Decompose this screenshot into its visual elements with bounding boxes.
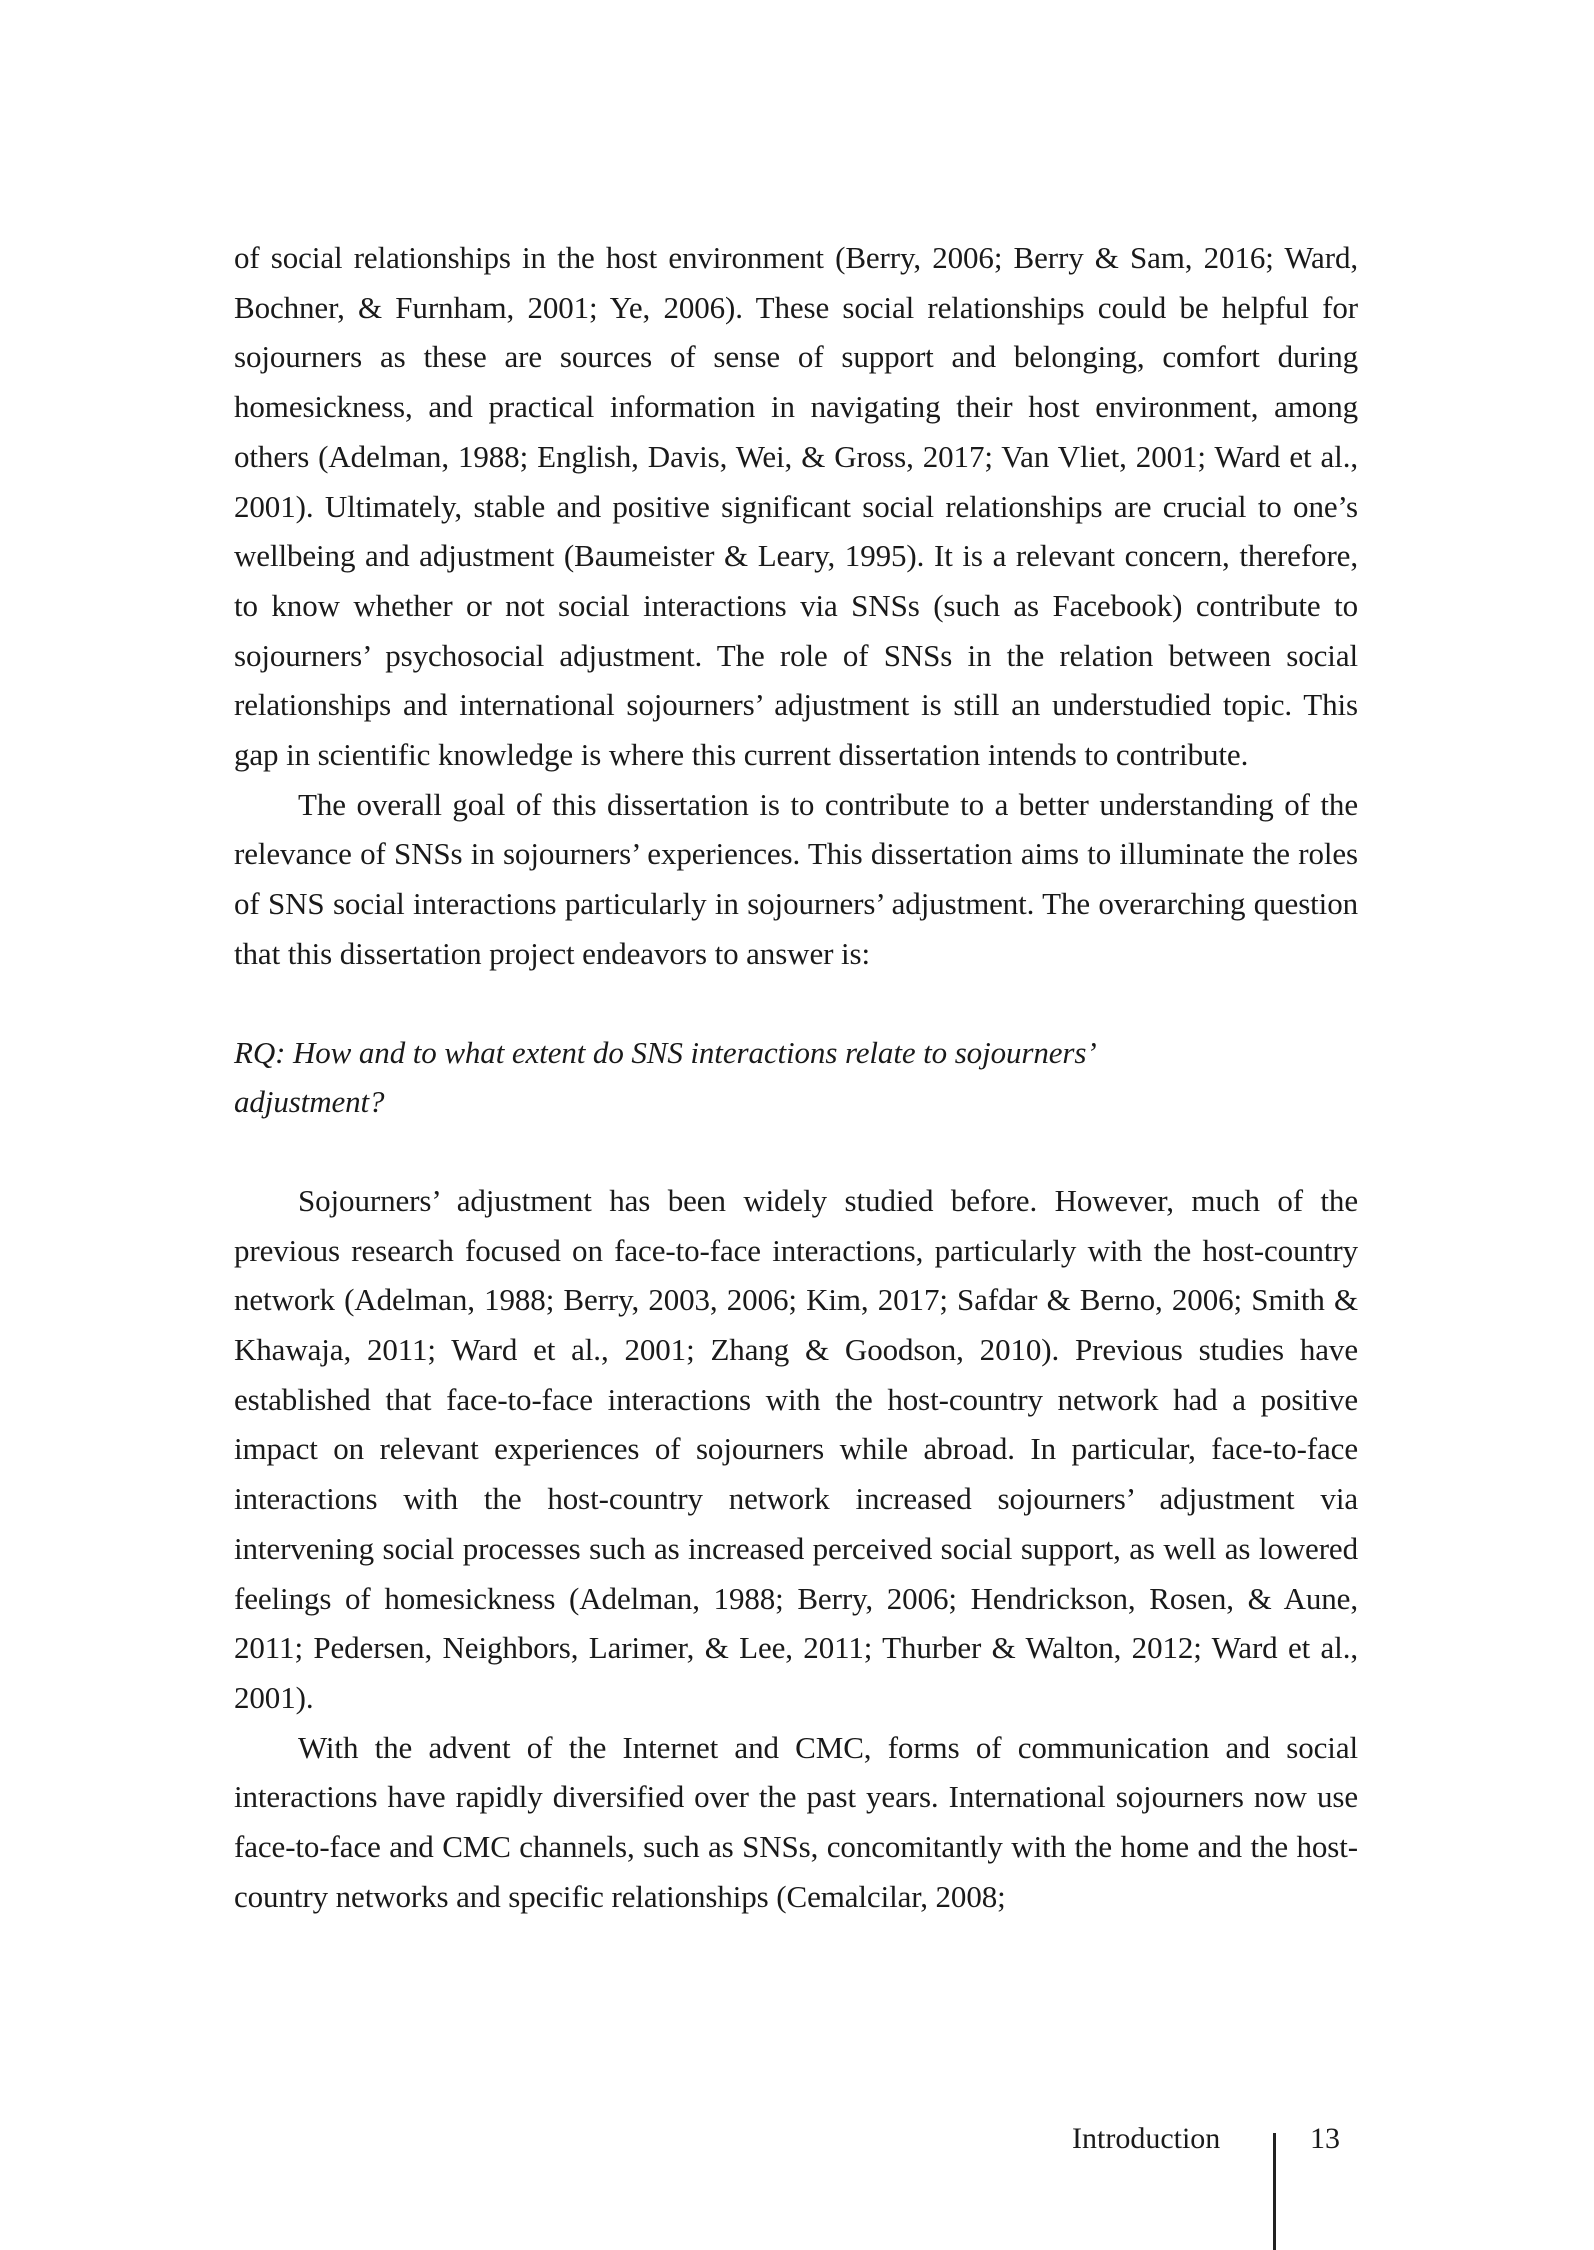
research-question: RQ: How and to what extent do SNS interactions relate to sojourners’ adjustment?: [234, 1034, 1094, 1120]
paragraph-4: With the advent of the Internet and CMC, forms of communication and social interactions have rapidly diversified over the past years. International sojourners now use face-to-face and CMC channels, such as SNSs, concomitantly with the home and the host-country networks and specific relationships (Cemalcilar, 2008;: [234, 1729, 1358, 1914]
page-number: 13: [1310, 2122, 1340, 2155]
paragraph-2: The overall goal of this dissertation is to contribute to a better understanding of the relevance of SNSs in sojourners’ experiences. This dissertation aims to illuminate the roles of SNS social interactions particularly in sojourners’ adjustment. The overarching question that this dissertation project endeavors to answer is:: [234, 786, 1358, 971]
footer-divider: [1273, 2133, 1276, 2250]
paragraph-1: of social relationships in the host environment (Berry, 2006; Berry & Sam, 2016; Ward, Bochner, & Furnham, 2001; Ye, 2006). These social relationships could be helpful for sojourners as these are sources of sense of support and belonging, comfort during homesickness, and practical information in navigating their host environment, among others (Adelman, 1988; English, Davis, Wei, & Gross, 2017; Van Vliet, 2001; Ward et al., 2001). Ultimately, stable and positive significant social relationships are crucial to one’s wellbeing and adjustment (Baumeister & Leary, 1995). It is a relevant concern, therefore, to know whether or not social interactions via SNSs (such as Facebook) contribute to sojourners’ psychosocial adjustment. The role of SNSs in the relation between social relationships and international sojourners’ adjustment is still an understudied topic. This gap in scientific knowledge is where this current dissertation intends to contribute.: [234, 240, 1358, 773]
running-footer-section: Introduction: [1072, 2122, 1221, 2155]
body-text: [234, 233, 1358, 1922]
paragraph-3: Sojourners’ adjustment has been widely studied before. However, much of the previous research focused on face-to-face interactions, particularly with the host-country network (Adelman, 1988; Berry, 2003, 2006; Kim, 2017; Safdar & Berno, 2006; Smith & Khawaja, 2011; Ward et al., 2001; Zhang & Goodson, 2010). Previous studies have established that face-to-face interactions with the host-country network had a positive impact on relevant experiences of sojourners while abroad. In particular, face-to-face interactions with the host-country network increased sojourners’ adjustment via intervening social processes such as increased perceived social support, as well as lowered feelings of homesickness (Adelman, 1988; Berry, 2006; Hendrickson, Rosen, & Aune, 2011; Pedersen, Neighbors, Larimer, & Lee, 2011; Thurber & Walton, 2012; Ward et al., 2001).: [234, 1182, 1358, 1715]
